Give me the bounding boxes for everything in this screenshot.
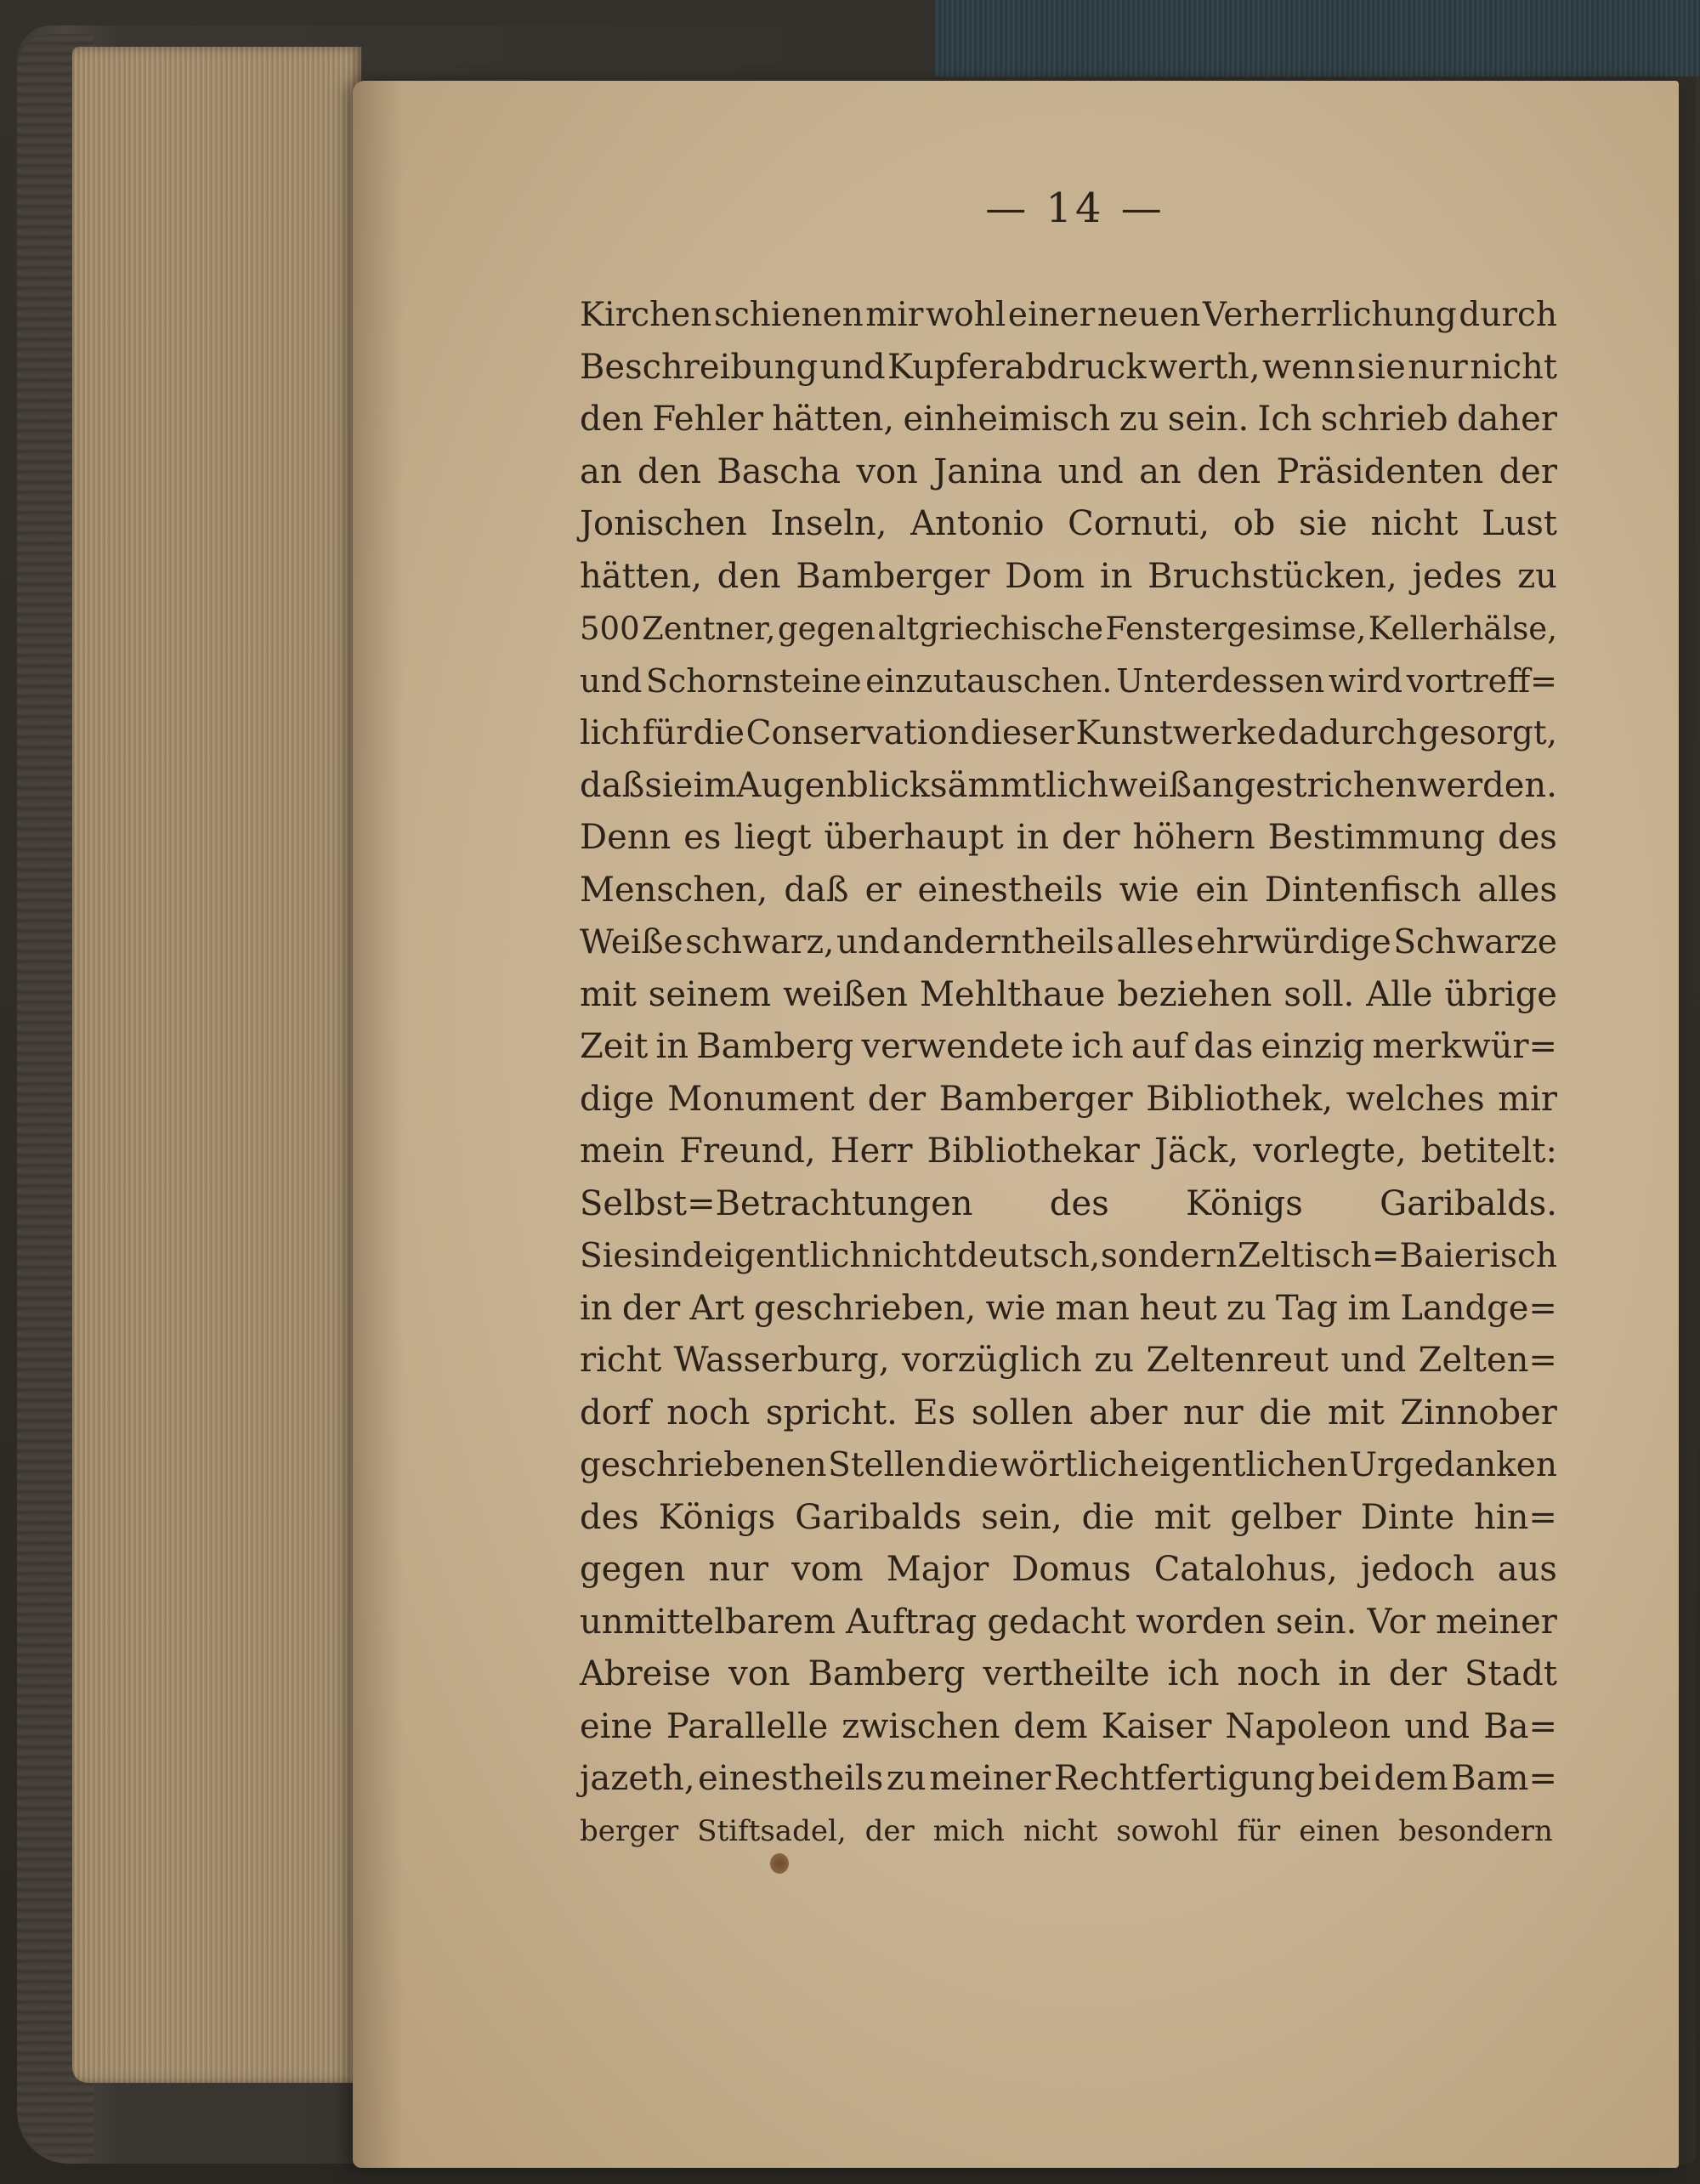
word: werden. — [1417, 765, 1557, 805]
word: es — [683, 818, 722, 857]
word: wie — [1119, 870, 1180, 910]
text-line — [580, 289, 1557, 342]
word: wird — [1328, 661, 1403, 700]
word: Kellerhälse, — [1368, 610, 1557, 647]
text-line — [580, 1753, 1557, 1806]
word: merkwür= — [1372, 1027, 1557, 1066]
word: einen — [1299, 1813, 1380, 1848]
word: zu — [1517, 556, 1557, 596]
word: für — [1237, 1813, 1281, 1848]
word: sind — [632, 1237, 704, 1275]
word: Rechtfertigung — [1053, 1759, 1316, 1798]
word: das — [1193, 1027, 1254, 1066]
text-line — [580, 1178, 1557, 1231]
word: nicht — [1023, 1813, 1098, 1848]
word: Zelten= — [1418, 1341, 1557, 1380]
word: besondern — [1398, 1813, 1553, 1848]
word: sein, — [981, 1497, 1062, 1537]
text-line — [580, 394, 1557, 446]
word: Zeltenreut — [1146, 1341, 1329, 1380]
word: ich — [1167, 1654, 1220, 1693]
word: dorf — [580, 1393, 651, 1432]
word: den — [1197, 451, 1261, 491]
word: Weiße — [580, 923, 683, 962]
word: seinem — [648, 974, 772, 1014]
word: sowohl — [1116, 1813, 1219, 1848]
word: Domus — [1012, 1550, 1131, 1589]
text-line — [580, 1806, 1557, 1858]
word: einzig — [1261, 1027, 1365, 1066]
word: den — [717, 556, 781, 596]
word: Janina — [933, 451, 1043, 491]
word: schrieb — [1320, 400, 1448, 439]
word: dieser — [970, 714, 1074, 752]
word: sondern — [1100, 1237, 1238, 1275]
word: gegen — [777, 610, 876, 647]
word: Ich — [1257, 400, 1312, 439]
word: Stellen — [828, 1446, 946, 1484]
word: des — [580, 1497, 639, 1537]
word: alles — [1116, 923, 1194, 962]
word: Bamberger — [796, 556, 990, 596]
word: übrige — [1444, 974, 1557, 1014]
word: vorlegte, — [1253, 1132, 1407, 1171]
word: des — [1498, 818, 1557, 857]
text-line — [580, 655, 1557, 708]
page-number: — 14 — — [985, 184, 1165, 232]
word: Zentner, — [642, 610, 776, 647]
text-line — [580, 707, 1557, 760]
word: Zeit — [580, 1027, 649, 1066]
word: und — [1404, 1706, 1470, 1746]
word: Inseln, — [770, 504, 887, 543]
word: welches — [1346, 1079, 1485, 1119]
word: den — [637, 451, 701, 491]
word: jazeth, — [580, 1759, 695, 1798]
word: und — [580, 661, 643, 700]
word: eine — [580, 1706, 653, 1746]
word: 500 — [580, 610, 640, 647]
word: Urgedanken — [1349, 1446, 1557, 1484]
word: Präsidenten — [1276, 451, 1484, 491]
word: von — [728, 1654, 790, 1693]
word: Unterdessen — [1116, 661, 1325, 700]
word: einestheils — [917, 870, 1103, 910]
word: zu — [886, 1759, 926, 1798]
text-line — [580, 551, 1557, 604]
word: Dom — [1005, 556, 1085, 596]
word: noch — [1237, 1654, 1321, 1693]
word: in — [1099, 556, 1133, 596]
word: liegt — [734, 818, 812, 857]
word: sein. — [1275, 1602, 1357, 1642]
word: Menschen, — [580, 870, 768, 910]
word: im — [1347, 1288, 1391, 1328]
word: geschrieben, — [753, 1288, 977, 1328]
word: ich — [1071, 1027, 1124, 1066]
word: vorzüglich — [901, 1341, 1082, 1380]
ink-spot — [770, 1853, 789, 1874]
word: sie — [1357, 347, 1406, 387]
word: gesorgt, — [1418, 714, 1557, 752]
word: die — [1081, 1497, 1135, 1537]
word: Schwarze — [1393, 923, 1557, 962]
word: Königs — [1186, 1183, 1303, 1223]
word: eigentlichen — [1140, 1446, 1348, 1484]
word: Napoleon — [1225, 1706, 1391, 1746]
word: mit — [580, 974, 637, 1014]
word: Mehlthaue — [920, 974, 1106, 1014]
word: sämmtlich — [930, 765, 1109, 805]
word: Stadt — [1464, 1654, 1557, 1693]
word: Verherrlichung — [1202, 296, 1457, 334]
word: beziehen — [1117, 974, 1272, 1014]
word: Garibalds — [795, 1497, 962, 1537]
word: Cornuti, — [1068, 504, 1210, 543]
word: Stiftsadel, — [697, 1813, 847, 1848]
word: gegen — [580, 1550, 686, 1589]
word: schwarz, — [685, 923, 835, 962]
word: Es — [913, 1393, 956, 1432]
text-line — [580, 1283, 1557, 1336]
word: weißen — [783, 974, 909, 1014]
word: Sie — [580, 1237, 633, 1275]
word: mir — [865, 296, 924, 334]
word: Schornsteine — [645, 661, 862, 700]
word: Wasserburg, — [673, 1341, 890, 1380]
word: die — [947, 1446, 999, 1484]
word: gedacht — [987, 1602, 1126, 1642]
text-line — [580, 1126, 1557, 1178]
word: überhaupt — [824, 818, 1004, 857]
word: Alle — [1366, 974, 1433, 1014]
word: vertheilte — [983, 1654, 1150, 1693]
word: dem — [1013, 1706, 1088, 1746]
word: dadurch — [1278, 714, 1418, 752]
text-line — [580, 1230, 1557, 1283]
word: in — [655, 1027, 689, 1066]
word: schienen — [713, 296, 864, 334]
text-line — [580, 865, 1557, 917]
word: nur — [1182, 1393, 1244, 1432]
word: ein — [1195, 870, 1249, 910]
word: worden — [1136, 1602, 1266, 1642]
word: die — [693, 714, 745, 752]
word: Fehler — [652, 400, 763, 439]
word: Auftrag — [846, 1602, 978, 1642]
word: geschriebenen — [580, 1446, 827, 1484]
word: noch — [666, 1393, 751, 1432]
word: Bam= — [1451, 1759, 1557, 1798]
word: Kunstwerke — [1075, 714, 1277, 752]
text-line — [580, 446, 1557, 499]
word: an — [1139, 451, 1182, 491]
word: soll. — [1284, 974, 1355, 1014]
word: einestheils — [698, 1759, 884, 1798]
word: Kirchen — [580, 296, 712, 334]
word: nicht — [871, 1237, 957, 1275]
word: mit — [1153, 1497, 1211, 1537]
word: Selbst=Betrachtungen — [580, 1183, 973, 1223]
word: sollen — [971, 1393, 1074, 1432]
text-line — [580, 1335, 1557, 1387]
text-line — [580, 916, 1557, 969]
word: Parallelle — [666, 1706, 829, 1746]
text-line — [580, 760, 1557, 813]
word: Denn — [580, 818, 672, 857]
word: er — [864, 870, 902, 910]
word: Zinnober — [1400, 1393, 1557, 1432]
word: Lust — [1482, 504, 1557, 543]
word: Art — [689, 1288, 745, 1328]
word: Garibalds. — [1380, 1183, 1557, 1223]
word: aus — [1497, 1550, 1557, 1589]
text-line — [580, 1439, 1557, 1492]
word: für — [642, 714, 692, 752]
word: ob — [1232, 504, 1276, 543]
word: jedes — [1412, 556, 1503, 596]
word: Bamberg — [696, 1027, 854, 1066]
word: dem — [1374, 1759, 1448, 1798]
word: nur — [708, 1550, 769, 1589]
text-line — [580, 812, 1557, 865]
word: hätten, — [772, 400, 895, 439]
word: der — [1388, 1654, 1448, 1693]
word: Jonischen — [580, 504, 747, 543]
word: höhern — [1132, 818, 1255, 857]
word: hätten, — [580, 556, 702, 596]
text-line — [580, 1387, 1557, 1440]
word: Tag — [1276, 1288, 1339, 1328]
word: hin= — [1474, 1497, 1557, 1537]
word: zu — [1226, 1288, 1266, 1328]
word: sie — [644, 765, 694, 805]
word: richt — [580, 1341, 662, 1380]
word: mit — [1327, 1393, 1385, 1432]
word: lich — [580, 714, 641, 752]
word: meiner — [929, 1759, 1051, 1798]
word: der — [867, 1079, 926, 1119]
word: sie — [1299, 504, 1348, 543]
word: neuen — [1096, 296, 1201, 334]
word: alles — [1477, 870, 1557, 910]
word: Abreise — [580, 1654, 711, 1693]
word: Kupferabdruck — [887, 347, 1147, 387]
word: und — [1057, 451, 1124, 491]
word: einer — [1007, 296, 1096, 334]
word: der — [621, 1288, 681, 1328]
word: durch — [1459, 296, 1557, 334]
word: in — [580, 1288, 613, 1328]
word: nur — [1408, 347, 1468, 387]
word: werth, — [1148, 347, 1261, 387]
word: Vor — [1367, 1602, 1425, 1642]
word: einzutauschen. — [865, 661, 1113, 700]
word: Monument — [667, 1079, 855, 1119]
body-text — [580, 289, 1557, 1858]
text-line — [580, 969, 1557, 1022]
word: unmittelbarem — [580, 1602, 836, 1642]
word: nicht — [1370, 504, 1459, 543]
word: Augenblick — [736, 765, 930, 805]
word: Conservation — [745, 714, 969, 752]
word: Antonio — [910, 504, 1045, 543]
text-line — [580, 342, 1557, 394]
word: jedoch — [1360, 1550, 1475, 1589]
word: daß — [784, 870, 849, 910]
word: betitelt: — [1420, 1132, 1557, 1171]
word: mich — [932, 1813, 1005, 1848]
word: Jäck, — [1153, 1132, 1239, 1171]
word: aber — [1089, 1393, 1168, 1432]
word: eigentlich — [704, 1237, 871, 1275]
word: daß — [580, 765, 645, 805]
word: mir — [1498, 1079, 1557, 1119]
word: des — [1049, 1183, 1109, 1223]
word: wenn — [1261, 347, 1356, 387]
word: Bibliothekar — [926, 1132, 1140, 1171]
word: Landge= — [1400, 1288, 1557, 1328]
word: vom — [791, 1550, 864, 1589]
word: Zeltisch=Baierisch — [1237, 1237, 1557, 1275]
word: gelber — [1230, 1497, 1341, 1537]
word: und — [1340, 1341, 1407, 1380]
word: im — [693, 765, 737, 805]
word: zu — [1094, 1341, 1135, 1380]
word: Bestimmung — [1267, 818, 1486, 857]
cloth-binding-edge — [935, 0, 1700, 77]
text-line — [580, 1544, 1557, 1597]
word: Kaiser — [1101, 1706, 1212, 1746]
word: zu — [1119, 400, 1159, 439]
word: Fenstergesimse, — [1105, 610, 1367, 647]
word: spricht. — [765, 1393, 898, 1432]
word: anderntheils — [902, 923, 1114, 962]
word: Bascha — [717, 451, 842, 491]
word: mein — [580, 1132, 666, 1171]
text-line — [580, 1701, 1557, 1754]
word: deutsch, — [957, 1237, 1101, 1275]
text-line — [580, 1648, 1557, 1701]
word: vortreff= — [1406, 661, 1557, 700]
word: wörtlich — [1000, 1446, 1139, 1484]
word: bei — [1318, 1759, 1371, 1798]
word: und — [836, 923, 901, 962]
word: zwischen — [842, 1706, 1000, 1746]
text-line — [580, 603, 1557, 655]
word: an — [580, 451, 622, 491]
word: altgriechische — [877, 610, 1103, 647]
word: meiner — [1435, 1602, 1557, 1642]
word: einheimisch — [903, 400, 1111, 439]
word: Bruchstücken, — [1148, 556, 1397, 596]
word: Beschreibung — [580, 347, 819, 387]
word: dige — [580, 1079, 654, 1119]
page-edges — [72, 47, 361, 2083]
text-line — [580, 1021, 1557, 1074]
word: und — [819, 347, 886, 387]
word: weiß — [1108, 765, 1192, 805]
word: Freund, — [679, 1132, 816, 1171]
word: daher — [1456, 400, 1557, 439]
text-line — [580, 498, 1557, 551]
word: Königs — [658, 1497, 776, 1537]
word: wie — [985, 1288, 1046, 1328]
word: den — [580, 400, 644, 439]
word: die — [1259, 1393, 1312, 1432]
word: von — [856, 451, 918, 491]
text-line — [580, 1492, 1557, 1545]
word: der — [1062, 818, 1120, 857]
word: angestrichen — [1191, 765, 1417, 805]
word: Major — [886, 1550, 989, 1589]
word: Bamberg — [808, 1654, 966, 1693]
word: Bibliothek, — [1146, 1079, 1334, 1119]
word: in — [1338, 1654, 1371, 1693]
word: Herr — [830, 1132, 913, 1171]
word: man — [1055, 1288, 1130, 1328]
word: Dintenfisch — [1264, 870, 1462, 910]
word: Catalohus, — [1153, 1550, 1338, 1589]
word: Dinte — [1360, 1497, 1455, 1537]
word: verwendete — [861, 1027, 1064, 1066]
word: Ba= — [1483, 1706, 1557, 1746]
word: heut — [1139, 1288, 1217, 1328]
word: berger — [580, 1813, 679, 1848]
word: nicht — [1470, 347, 1557, 387]
text-line — [580, 1597, 1557, 1649]
word: wohl — [925, 296, 1006, 334]
word: der — [1499, 451, 1557, 491]
word: auf — [1130, 1027, 1187, 1066]
word: ehrwürdige — [1196, 923, 1391, 962]
word: sein. — [1167, 400, 1250, 439]
word: der — [864, 1813, 915, 1848]
word: Bamberger — [938, 1079, 1133, 1119]
text-line — [580, 1074, 1557, 1126]
word: in — [1016, 818, 1050, 857]
